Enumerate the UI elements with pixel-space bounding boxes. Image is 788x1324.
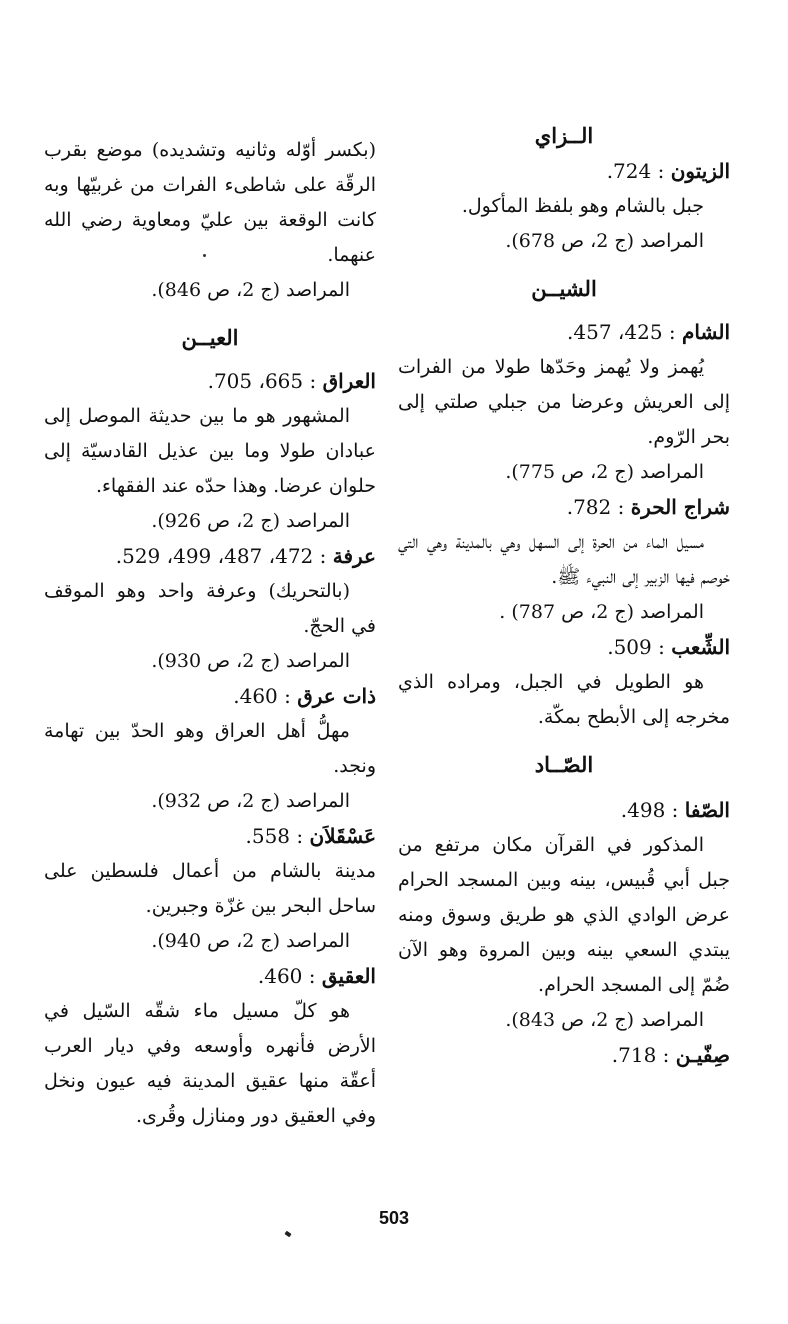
entry-text-shiraj: مسيل الماء من الحرة إلى السهل وهي بالمدينة وهي التي خوصم فيها الزبير إلى النبيء ﷺ.: [398, 531, 730, 588]
entry-text-safa: المذكور في القرآن مكان مرتفع من جبل أبي قُبيس، بينه وبين المسجد الحرام عرض الوادي الذي هو طريق وسوق ومنه يبتدي السعي بينه وبين المروة وهو الآن ضُمّ إلى المسجد الحرام.: [398, 834, 730, 996]
entry-title-shib: [398, 630, 730, 665]
entry-text-iraq: المشهور هو ما بين حديثة الموصل إلى عبادان طولا وما بين عذيل القادسيّة إلى حلوان عرضا. وهذا حدّه عند الفقهاء.: [44, 405, 376, 497]
entry-pages: : 460.: [233, 684, 298, 708]
section-heading-zay: الــزاي: [534, 123, 594, 148]
entry-text-aqiq: هو كلّ مسيل ماء شقّه السّيل في الأرض فأنهره وأوسعه وفي ديار العرب أعقّة منها عقيق المدينة فيه عيون ونخل وفي العقيق دور ومنازل وقُرى.: [44, 1000, 376, 1127]
entry-text-arafa: (بالتحريك) وعرفة واحد وهو الموقف في الحجّ.: [44, 580, 376, 637]
entry-name: عرفة: [332, 544, 376, 568]
entry-title-aqiq: [44, 959, 376, 994]
scan-mark: [284, 1231, 291, 1238]
entry-pages: : 718.: [611, 1043, 676, 1067]
entry-ref-zaytun: المراصد (ج 2، ص 678).: [505, 230, 704, 252]
entry-name: الزيتون: [670, 159, 730, 183]
entry-name: عَسْقَلاَن: [309, 824, 376, 848]
section-heading-ayn: العيــن: [181, 325, 239, 350]
entry-title-shiraj: [398, 490, 730, 525]
entry-name: العقيق: [321, 964, 376, 988]
entry-ref-siffin: المراصد (ج 2، ص 846).: [151, 279, 350, 301]
entry-pages: : 665، 705.: [207, 369, 323, 393]
entry-name: الشِّعب: [671, 635, 730, 659]
entry-pages: : 509.: [607, 635, 672, 659]
entry-ref-arafa: المراصد (ج 2، ص 930).: [151, 650, 350, 672]
entry-title-zaytun: [398, 154, 730, 189]
entry-pages: : 498.: [620, 798, 685, 822]
entry-title-arafa: [44, 539, 376, 574]
section-heading-sad: الصّــاد: [534, 752, 594, 777]
entry-title-safa: [398, 793, 730, 828]
entry-ref-asqalan: المراصد (ج 2، ص 940).: [151, 930, 350, 952]
entry-name: شراج الحرة: [630, 495, 730, 519]
entry-title-asqalan: [44, 819, 376, 854]
page-number: 503: [378, 1208, 410, 1228]
entry-title-iraq: [44, 364, 376, 399]
entry-ref-sham: المراصد (ج 2، ص 775).: [505, 461, 704, 483]
entry-pages: : 782.: [566, 495, 631, 519]
entry-name: صِفّيـن: [675, 1043, 730, 1067]
entry-title-sham: [398, 315, 730, 350]
entry-ref-safa: المراصد (ج 2، ص 843).: [505, 1009, 704, 1031]
entry-text-asqalan: مدينة بالشام من أعمال فلسطين على ساحل البحر بين غزّة وجبرين.: [44, 860, 376, 917]
entry-ref-shiraj: المراصد (ج 2، ص 787) .: [499, 601, 704, 623]
entry-text-zaytun: جبل بالشام وهو بلفظ المأكول.: [461, 195, 704, 217]
right-column: [398, 118, 730, 1073]
entry-pages: : 724.: [606, 159, 671, 183]
entry-name: ذات عرق: [297, 684, 376, 708]
entry-pages: : 558.: [245, 824, 310, 848]
entry-text-shib: هو الطويل في الجبل، ومراده الذي مخرجه إلى الأبطح بمكّة.: [398, 671, 730, 728]
entry-title-siffin: [398, 1038, 730, 1073]
entry-pages: : 472، 487، 499، 529.: [115, 544, 333, 568]
left-column: [44, 133, 376, 1134]
entry-ref-iraq: المراصد (ج 2، ص 926).: [151, 510, 350, 532]
entry-pages: : 460.: [257, 964, 322, 988]
entry-text-sham: يُهمز ولا يُهمز وحَدّها طولا من الفرات إلى العريش وعرضا من جبلي صلتي إلى بحر الرّوم.: [398, 356, 730, 448]
entry-text-dhat-irq: مهلُّ أهل العراق وهو الحدّ بين تهامة ونجد.: [44, 720, 376, 777]
scan-speck: [203, 254, 206, 257]
section-heading-shin: الشيــن: [531, 276, 597, 301]
entry-name: العراق: [322, 369, 376, 393]
entry-name: الصّفا: [684, 798, 730, 822]
entry-pages: : 425، 457.: [567, 320, 683, 344]
entry-text-siffin: (بكسر أوّله وثانيه وتشديده) موضع بقرب الرقّة على شاطىء الفرات من غربيّها وبه كانت الوقعة بين عليّ ومعاوية رضي الله عنهما.: [44, 139, 376, 266]
entry-ref-dhat-irq: المراصد (ج 2، ص 932).: [151, 790, 350, 812]
entry-title-dhat-irq: [44, 679, 376, 714]
entry-name: الشام: [682, 320, 730, 344]
